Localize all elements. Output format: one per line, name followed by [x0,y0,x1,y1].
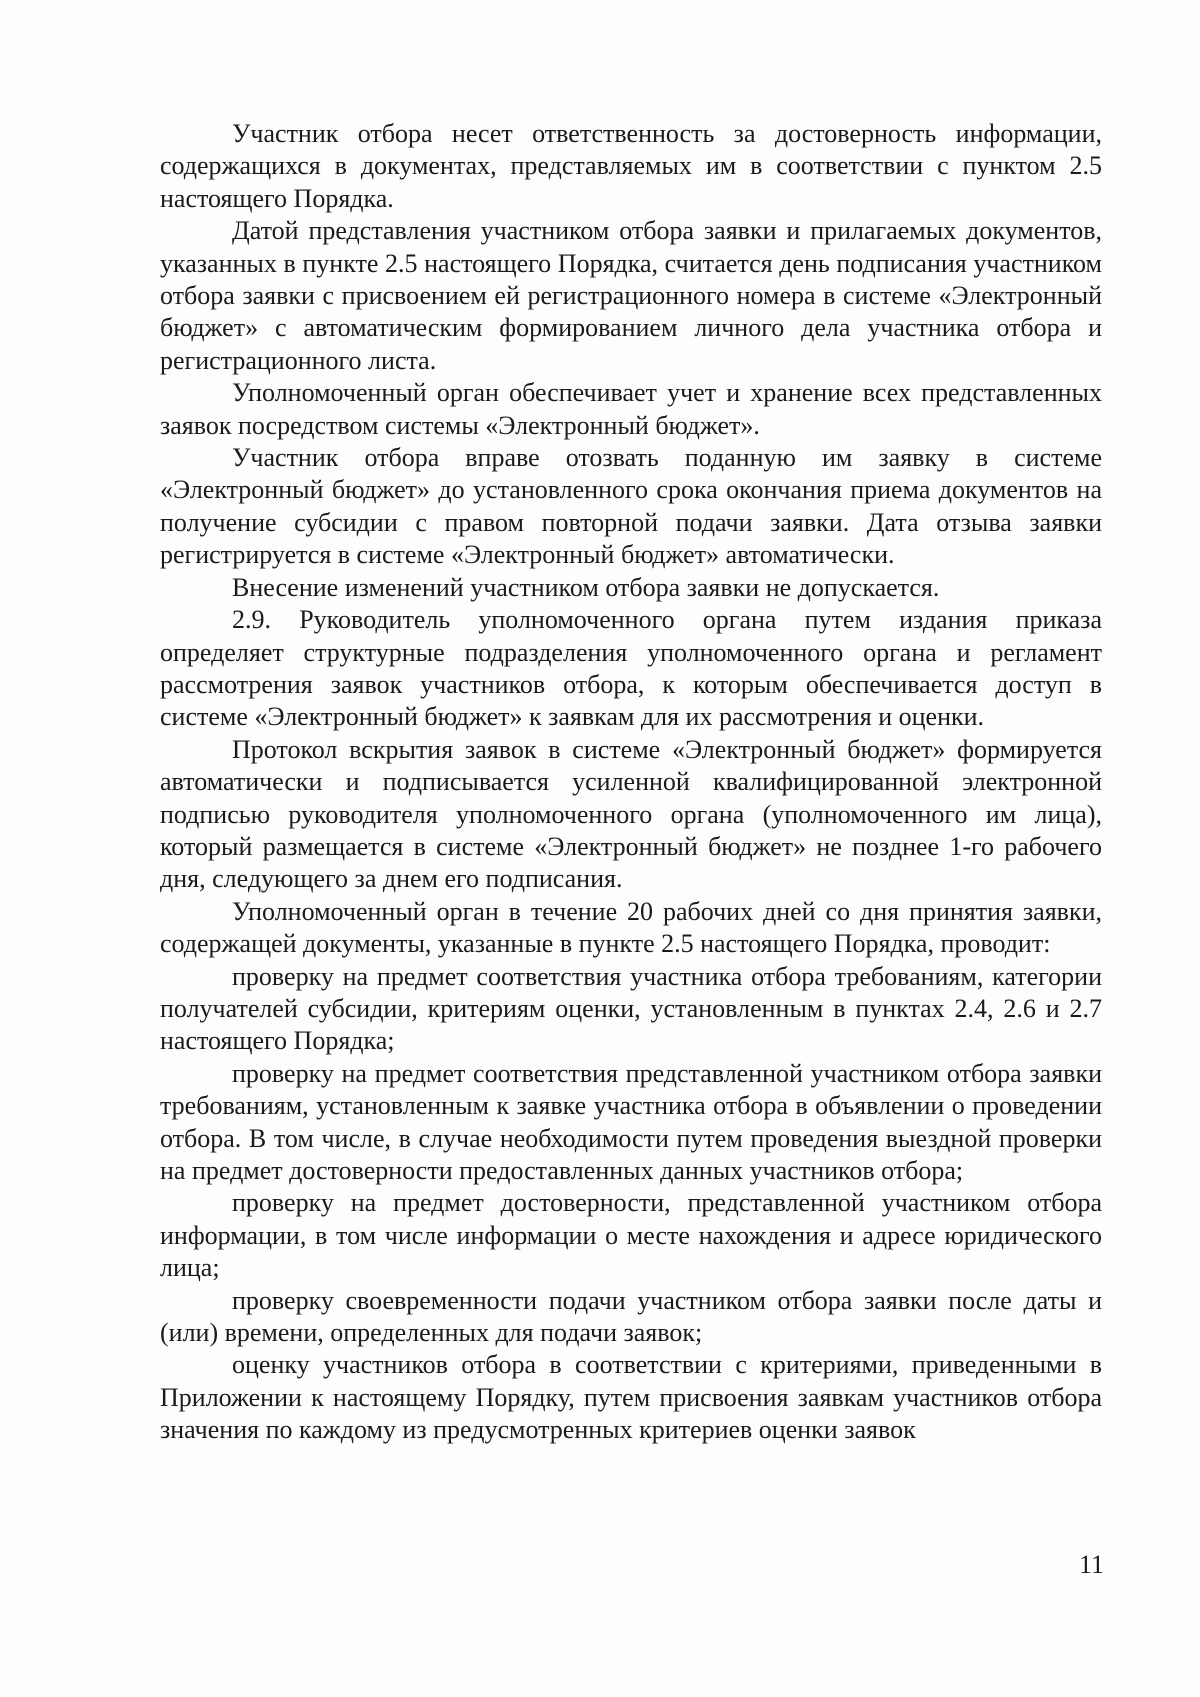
paragraph-10: проверку на предмет соответствия представленной участником отбора заявки требованиям, установленным к заявке участника отбора в объявлении о проведении отбора. В том числе, в случае необходимости путем проведения выездной проверки на предмет достоверности предоставленных данных участников отбора; [160,1058,1102,1185]
page-number: 11 [1078,1550,1104,1579]
paragraph-2: Датой представления участником отбора заявки и прилагаемых документов, указанных в пункте 2.5 настоящего Порядка, считается день подписания участником отбора заявки с присвоением ей регистрационного номера в системе «Электронный бюджет» с автоматическим формированием личного дела участника отбора и регистрационного листа. [160,216,1102,375]
paragraph-13: оценку участников отбора в соответствии с критериями, приведенными в Приложении к настоящему Порядку, путем присвоения заявкам участников отбора значения по каждому из предусмотренных критериев оценки заявок [160,1350,1102,1445]
paragraph-12: проверку своевременности подачи участником отбора заявки после даты и (или) времени, определенных для подачи заявок; [160,1285,1102,1348]
paragraph-1: Участник отбора несет ответственность за достоверность информации, содержащихся в документах, представляемых им в соответствии с пунктом 2.5 настоящего Порядка. [160,119,1102,213]
paragraph-5: Внесение изменений участником отбора заявки не допускается. [232,572,940,602]
paragraph-9: проверку на предмет соответствия участника отбора требованиям, категории получателей субсидии, критериям оценки, установленным в пунктах 2.4, 2.6 и 2.7 настоящего Порядка; [160,961,1102,1056]
paragraph-4: Участник отбора вправе отозвать поданную им заявку в системе «Электронный бюджет» до установленного срока окончания приема документов на получение субсидии с правом повторной подачи заявки. Дата отзыва заявки регистрируется в системе «Электронный бюджет» автоматически. [160,443,1102,570]
paragraph-6: 2.9. Руководитель уполномоченного органа путем издания приказа определяет структурные подразделения уполномоченного органа и регламент рассмотрения заявок участников отбора, к которым обеспечивается доступ в системе «Электронный бюджет» к заявкам для их рассмотрения и оценки. [160,605,1102,732]
paragraph-3: Уполномоченный орган обеспечивает учет и хранение всех представленных заявок посредством системы «Электронный бюджет». [160,378,1102,440]
paragraph-7: Протокол вскрытия заявок в системе «Электронный бюджет» формируется автоматически и подписывается усиленной квалифицированной электронной подписью руководителя уполномоченного органа (уполномоченного им лица), который размещается в системе «Электронный бюджет» не позднее 1-го рабочего дня, следующего за днем его подписания. [160,734,1102,894]
paragraph-11: проверку на предмет достоверности, представленной участником отбора информации, в том числе информации о месте нахождения и адресе юридического лица; [160,1188,1102,1283]
document-body [160,118,1102,1447]
paragraph-8: Уполномоченный орган в течение 20 рабочих дней со дня принятия заявки, содержащей документы, указанные в пункте 2.5 настоящего Порядка, проводит: [160,896,1102,959]
